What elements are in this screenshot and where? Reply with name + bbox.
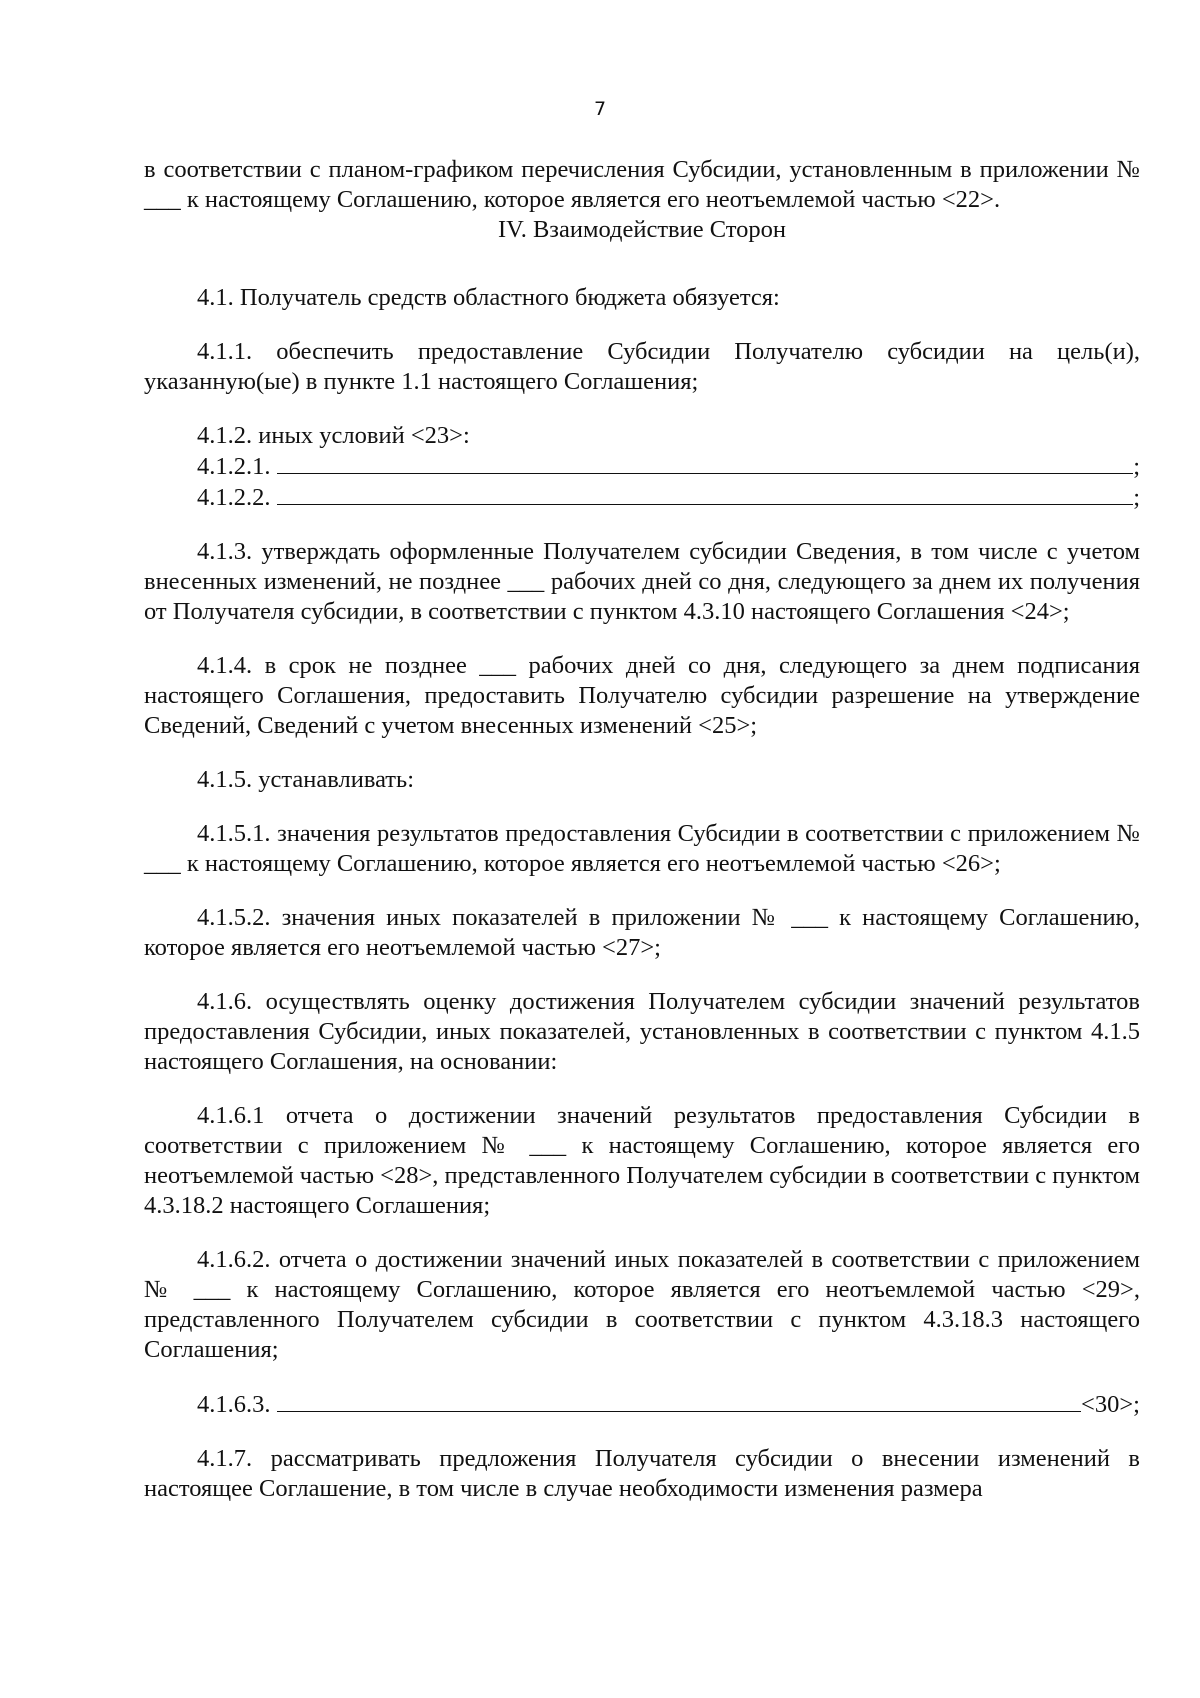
- clause-4-1-2-2-label: 4.1.2.2.: [197, 484, 271, 511]
- clause-4-1-5: 4.1.5. устанавливать:: [197, 766, 414, 793]
- document-body: [144, 155, 1140, 1504]
- clause-4-1-2-1: [144, 451, 1140, 482]
- clause-4-1-7: 4.1.7. рассматривать предложения Получателя субсидии о внесении изменений в настоящее Соглашение, в том числе в случае необходимости изменения размера: [144, 1445, 1140, 1502]
- clause-4-1-3: 4.1.3. утверждать оформленные Получателем субсидии Сведения, в том числе с учетом внесенных изменений, не позднее ___ рабочих дней со дня, следующего за днем их получения от Получателя субсидии, в соответствии с пунктом 4.3.10 настоящего Соглашения <24>;: [144, 538, 1140, 625]
- clause-4-1-2-1-label: 4.1.2.1.: [197, 453, 271, 480]
- clause-4-1-2-2-end: ;: [1133, 484, 1140, 511]
- page-number: 7: [593, 98, 607, 120]
- clause-4-1-6-2: 4.1.6.2. отчета о достижении значений иных показателей в соответствии с приложением № ___ к настоящему Соглашению, которое является его неотъемлемой частью <29>, представленного Получателем субсидии в соответствии с пунктом 4.3.18.3 настоящего Соглашения;: [144, 1246, 1140, 1363]
- fill-in-line: [277, 451, 1134, 474]
- clause-4-1-4: 4.1.4. в срок не позднее ___ рабочих дней со дня, следующего за днем подписания настоящего Соглашения, предоставить Получателю субсидии разрешение на утверждение Сведений, Сведений с учетом внесенных изменений <25>;: [144, 652, 1140, 739]
- fill-in-line: [277, 482, 1134, 505]
- clause-4-1-2: 4.1.2. иных условий <23>:: [197, 422, 470, 449]
- clause-4-1-6: 4.1.6. осуществлять оценку достижения Получателем субсидии значений результатов предоставления Субсидии, иных показателей, установленных в соответствии с пунктом 4.1.5 настоящего Соглашения, на основании:: [144, 988, 1140, 1075]
- intro-paragraph: в соответствии с планом-графиком перечисления Субсидии, установленным в приложении № ___ к настоящему Соглашению, которое является его неотъемлемой частью <22>.: [144, 156, 1140, 213]
- clause-4-1: 4.1. Получатель средств областного бюджета обязуется:: [197, 284, 780, 311]
- clause-4-1-2-1-end: ;: [1133, 453, 1140, 480]
- clause-4-1-6-3-end: <30>;: [1081, 1391, 1140, 1418]
- clause-4-1-1: 4.1.1. обеспечить предоставление Субсидии Получателю субсидии на цель(и), указанную(ые) в пункте 1.1 настоящего Соглашения;: [144, 338, 1140, 395]
- clause-4-1-5-2: 4.1.5.2. значения иных показателей в приложении № ___ к настоящему Соглашению, которое является его неотъемлемой частью <27>;: [144, 904, 1140, 961]
- section-heading: IV. Взаимодействие Сторон: [498, 216, 786, 243]
- fill-in-line: [277, 1389, 1082, 1412]
- clause-4-1-6-3-label: 4.1.6.3.: [197, 1391, 271, 1418]
- clause-4-1-6-3: [144, 1389, 1140, 1420]
- clause-4-1-6-1: 4.1.6.1 отчета о достижении значений результатов предоставления Субсидии в соответствии с приложением № ___ к настоящему Соглашению, которое является его неотъемлемой частью <28>, представленного Получателем субсидии в соответствии с пунктом 4.3.18.2 настоящего Соглашения;: [144, 1102, 1140, 1219]
- clause-4-1-2-2: [144, 482, 1140, 513]
- clause-4-1-5-1: 4.1.5.1. значения результатов предоставления Субсидии в соответствии с приложением № ___ к настоящему Соглашению, которое является его неотъемлемой частью <26>;: [144, 820, 1140, 877]
